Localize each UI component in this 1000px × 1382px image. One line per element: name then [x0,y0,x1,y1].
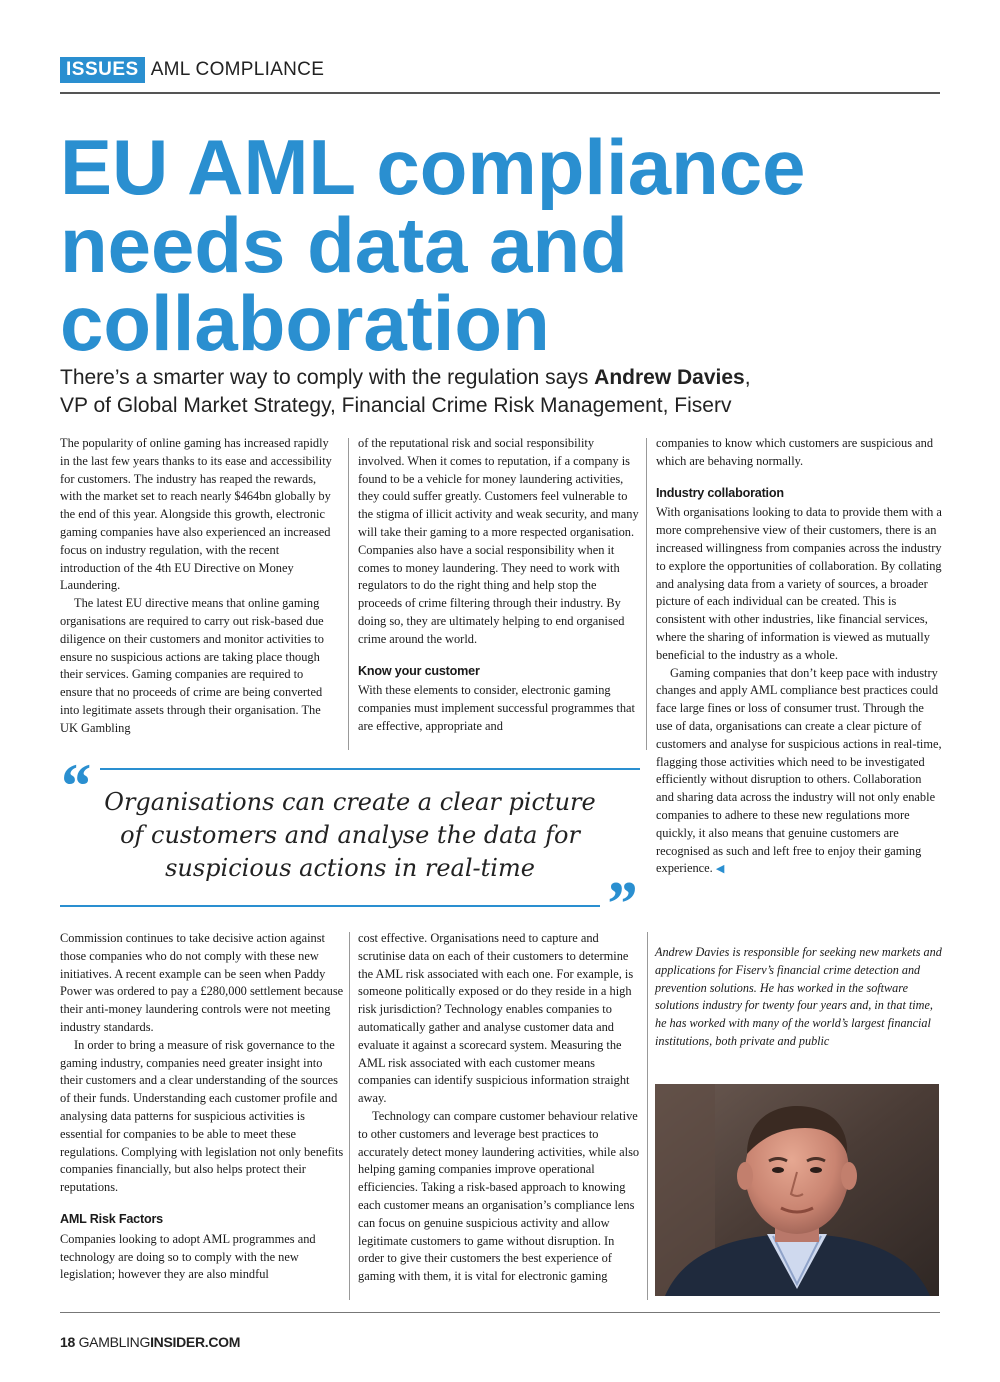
body-paragraph: Technology can compare customer behaviour relative to other customers and leverage best practices to accurately detect money laundering activities, while also helping gaming companies improve operational efficiencies. Taking a risk-based approach to knowing each customer means an organisation’s compliance lens can focus on genuine suspicious activity and allow legitimate customers to game without disruption. In order to give their customers the best experience of gaming with them, it is vital for electronic gaming [358,1108,640,1284]
body-paragraph: The popularity of online gaming has increased rapidly in the last few years thanks to its ease and accessibility for customers. The industry has reaped the rewards, with the market set to reach nearly $464bn globally by the end of this year. Alongside this growth, electronic gaming companies have also experienced an increased focus on industry regulation, with the recent introduction of the 4th EU Directive on Money Laundering. [60,436,332,593]
column-divider [348,438,349,750]
author-bio: Andrew Davies is responsible for seeking new markets and applications for Fiserv’s financial crime detection and prevention solutions. He has worked in the software solutions industry for twenty four years and, in that time, he has worked with many of the world’s largest financial institutions, both private and public [655,945,942,1048]
pullquote-bottom-rule [60,905,600,907]
author-portrait-image [655,1084,939,1296]
site-name-bold: INSIDER.COM [150,1334,241,1350]
headline-line-1: EU AML compliance [60,123,806,211]
body-paragraph [656,665,942,880]
top-column-2 [358,435,640,736]
body-paragraph: The latest EU directive means that online gaming organisations are required to carry out risk-based due diligence on their customers and monitor activities to ensure no suspicious actions are taking place though their services. Gaming companies are required to ensure that no proceeds of crime are being converted into legitimate assets through their organisation. The UK Gambling [60,596,324,735]
subheading-aml-risk-factors: AML Risk Factors [60,1211,163,1226]
standfirst-author: Andrew Davies [594,366,745,389]
header-divider [60,92,940,94]
standfirst-lead: There’s a smarter way to comply with the regulation says [60,366,595,389]
close-quote-icon: ” [604,868,636,939]
pullquote-text: Organisations can create a clear picture of customers and analyse the data for suspicious actions in real-time [104,788,596,882]
section-tag: ISSUES [60,57,145,83]
section-name: AML COMPLIANCE [150,59,325,80]
body-paragraph: cost effective. Organisations need to capture and scrutinise data on each of their customers to determine the AML risk associated with each one. For example, is someone politically exposed or do they reside in a high risk jurisdiction? Technology enables companies to automatically gather and analyse customer data and evaluate it against a scorecard system. Measuring the AML risk associated with each customer means companies can identify suspicious information straight away. [358,931,634,1106]
top-column-1 [60,435,338,738]
headline [60,123,960,367]
footer-divider [60,1312,940,1313]
column-divider [349,932,350,1300]
bottom-column-2 [358,930,640,1286]
bottom-column-1 [60,930,348,1284]
pullquote-top-rule [100,768,640,770]
site-name-light: GAMBLING [78,1334,151,1350]
body-paragraph: In order to bring a measure of risk governance to the gaming industry, companies need greater insight into their customers and a clear understanding of the sources of their funds. Understanding each customer profile and analysing data patterns for suspicious activities is essential for companies to be able to meet these regulations. Complying with legislation not only benefits companies financially, but also helps protect their reputations. [60,1037,344,1195]
open-quote-icon: “ [58,750,90,821]
subheading-industry-collaboration: Industry collaboration [656,485,784,500]
page-folio [60,1334,240,1350]
body-paragraph: Companies looking to adopt AML programmes and technology are doing so to comply with the new legislation; however they are also mindful [60,1231,316,1282]
author-photo [655,1084,939,1296]
column-divider [647,932,648,1300]
body-paragraph: of the reputational risk and social responsibility involved. When it comes to reputation, if a company is found to be a vehicle for money laundering activities, they could suffer greatly. Customers feel vulnerable to the stigma of illicit activity and weak security, and many will take their gaming to a more respected organisation. Companies also have a social responsibility when it comes to money laundering. They need to work with regulators to do the right thing and help stop the proceeds of crime filtering through their industry. By doing so, they are ultimately helping to end organised crime around the world. [358,436,639,646]
standfirst-comma: , [744,366,751,389]
body-paragraph: With these elements to consider, electronic gaming companies must implement successful programmes that are effective, appropriate and [358,683,636,733]
body-paragraph: With organisations looking to data to provide them with a more comprehensive view of their customers, there is an increased willingness from companies across the industry to explore the opportunities of collaboration. By collating and analysing data from a variety of sources, a broader picture of each individual can be created. This is consistent with other industries, like financial services, where the sharing of information is viewed as mutually beneficial to the industry as a whole. [656,505,942,662]
standfirst [60,364,960,420]
headline-line-2: needs data and [60,201,628,289]
body-paragraph-text: Gaming companies that don’t keep pace with industry changes and apply AML compliance best practices could face large fines or loss of consumer trust. Through the use of data, organisations can create a clear picture of customers and analyse for suspicious actions in real-time, flagging those activities which need to be investigated efficiently without disruption to others. Collaboration and sharing data across the industry will not only enable companies to adhere to these new regulations more quickly, it also means that genuine customers are recognised as such and left free to enjoy their gaming experience. [656,665,942,876]
body-paragraph: companies to know which customers are suspicious and which are behaving normally. [656,436,934,468]
standfirst-role: VP of Global Market Strategy, Financial Crime Risk Management, Fiserv [60,394,732,417]
body-paragraph: Commission continues to take decisive action against those companies who do not comply with these new initiatives. A recent example can be seen when Paddy Power was ordered to pay a £280,000 settlement because their anti-money laundering controls were not meeting industry standards. [60,931,344,1034]
end-of-article-triangle-icon: ◀ [715,863,725,876]
right-column [656,435,942,879]
subheading-know-your-customer: Know your customer [358,663,480,678]
page-number: 18 [60,1334,75,1350]
column-divider [646,438,647,750]
section-header [60,55,324,85]
headline-line-3: collaboration [60,279,550,367]
